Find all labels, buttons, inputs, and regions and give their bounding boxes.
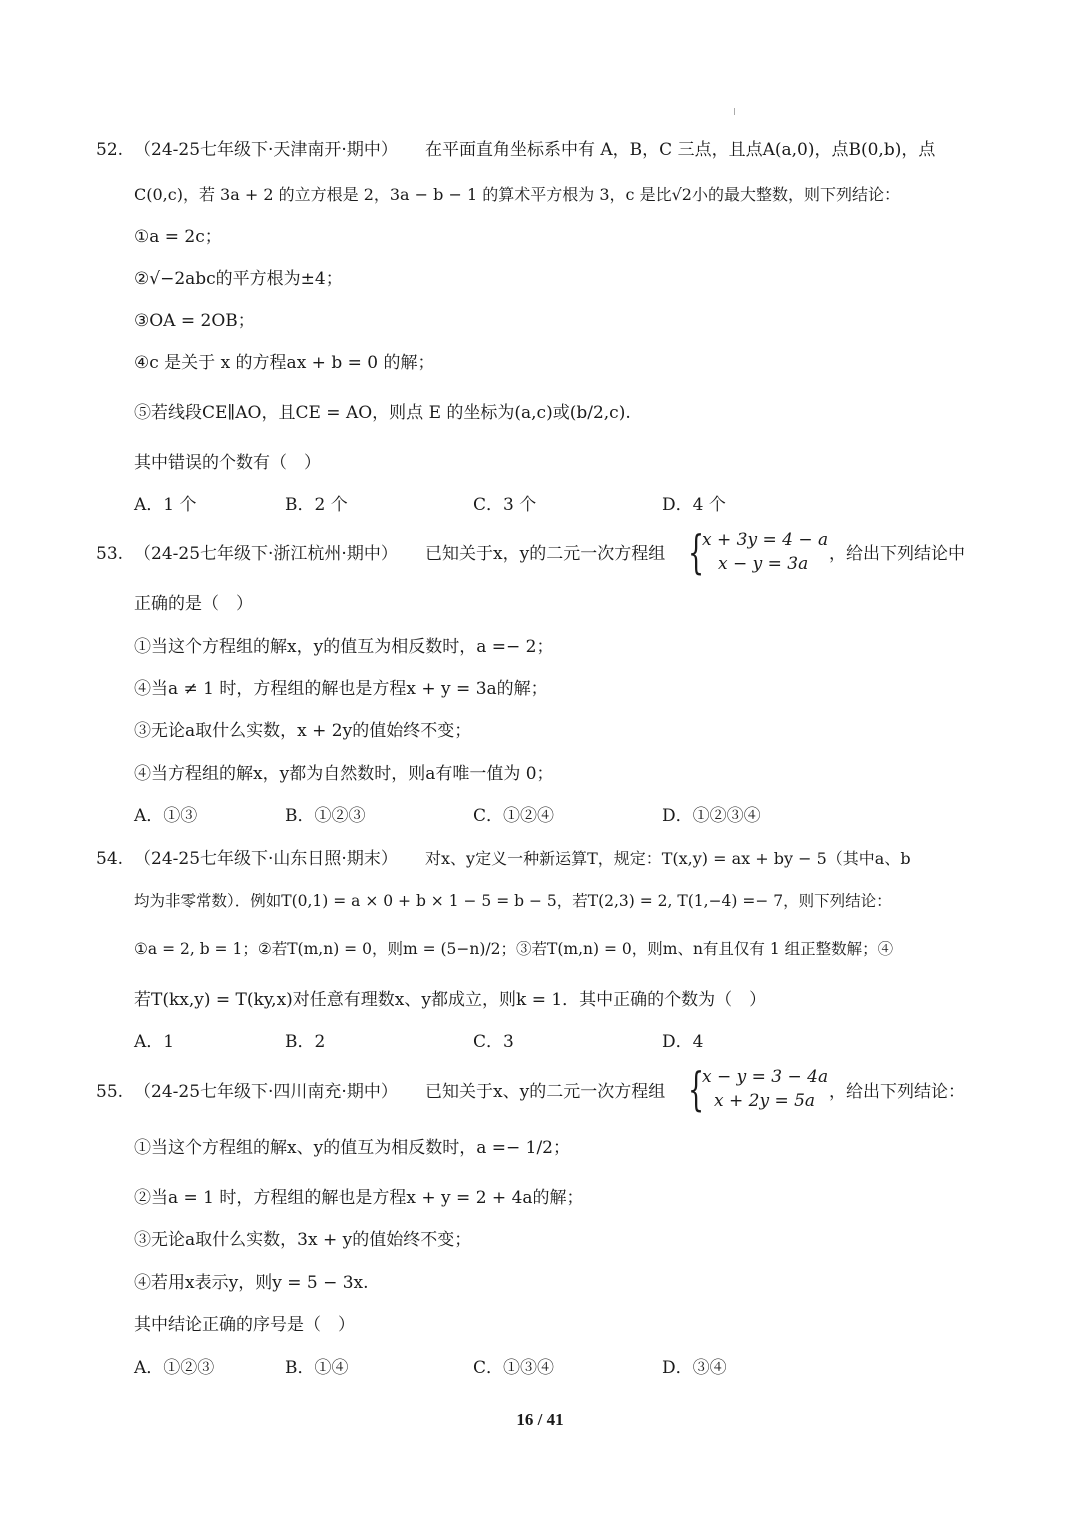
choice-c: C．3 个 <box>473 495 537 515</box>
brace-icon: { <box>688 525 705 579</box>
statement-1: ①当这个方程组的解x、y的值互为相反数时，a =− 1/2； <box>134 1138 570 1158</box>
choice-a: A．①②③ <box>134 1358 215 1378</box>
choice-b: B．①②③ <box>285 806 366 826</box>
statement-3: ③无论a取什么实数，3x + y的值始终不变； <box>134 1230 472 1250</box>
choice-b: B．2 <box>285 1032 326 1052</box>
statement-3: ③无论a取什么实数，x + 2y的值始终不变； <box>134 721 472 741</box>
question-text: 均为非零常数）．例如T(0,1) = a × 0 + b × 1 − 5 = b − 5，若T(2,3) = 2, T(1,−4) =− 7，则下列结论： <box>134 892 892 910</box>
brace-icon: { <box>688 1062 705 1116</box>
statement-1: ①a = 2c； <box>134 227 222 247</box>
question-text: C(0,c)，若 3a + 2 的立方根是 2，3a − b − 1 的算术平方根为 3，c 是比√2小的最大整数，则下列结论： <box>134 185 900 204</box>
question-number: 55. <box>96 1082 124 1102</box>
statement-4: ④若用x表示y，则y = 5 − 3x. <box>134 1273 369 1293</box>
question-number: 54. <box>96 849 124 869</box>
choice-a: A．1 <box>134 1032 175 1052</box>
choice-b: B．①④ <box>285 1358 349 1378</box>
equation-system <box>688 1062 838 1116</box>
question-text: 已知关于x，y的二元一次方程组 <box>425 544 666 564</box>
statement-4: ④c 是关于 x 的方程ax + b = 0 的解； <box>134 353 435 373</box>
equation-2: x − y = 3a <box>718 554 809 574</box>
question-prompt: 若T(kx,y) = T(ky,x)对任意有理数x、y都成立，则k = 1．其中正确的个数为（ ） <box>134 990 767 1010</box>
question-source: （24-25七年级下·天津南开·期中） <box>134 140 398 160</box>
statement-5: ⑤若线段CE∥AO，且CE = AO，则点 E 的坐标为(a,c)或(b/2,c). <box>134 403 631 423</box>
question-text: ，给出下列结论中 <box>829 544 965 564</box>
statement-2: ②√−2abc的平方根为±4； <box>134 269 343 289</box>
choice-d: D．①②③④ <box>662 806 761 826</box>
choice-b: B．2 个 <box>285 495 348 515</box>
choice-d: D．4 <box>662 1032 704 1052</box>
choice-d: D．4 个 <box>662 495 726 515</box>
question-text: 对x、y定义一种新运算T，规定：T(x,y) = ax + by − 5（其中a、b <box>425 849 911 868</box>
question-number: 53. <box>96 544 124 564</box>
question-text: 在平面直角坐标系中有 A，B，C 三点，且点A(a,0)，点B(0,b)，点 <box>425 140 936 160</box>
statement-list: ①a = 2, b = 1；②若T(m,n) = 0，则m = (5−n)/2；③若T(m,n) = 0，则m、n有且仅有 1 组正整数解；④ <box>134 940 894 958</box>
statement-2: ②当a = 1 时，方程组的解也是方程x + y = 2 + 4a的解； <box>134 1188 584 1208</box>
choice-a: A．①③ <box>134 806 198 826</box>
question-source: （24-25七年级下·浙江杭州·期中） <box>134 544 398 564</box>
page-number: 16 / 41 <box>516 1410 564 1429</box>
question-number: 52. <box>96 140 124 160</box>
statement-2: ④当a ≠ 1 时，方程组的解也是方程x + y = 3a的解； <box>134 679 548 699</box>
question-prompt: 其中错误的个数有（ ） <box>134 453 321 473</box>
choice-c: C．3 <box>473 1032 514 1052</box>
choice-a: A．1 个 <box>134 495 197 515</box>
equation-2: x + 2y = 5a <box>714 1091 816 1111</box>
choice-d: D．③④ <box>662 1358 727 1378</box>
statement-3: ③OA = 2OB； <box>134 311 255 331</box>
equation-1: x + 3y = 4 − a <box>702 530 829 550</box>
statement-4: ④当方程组的解x，y都为自然数时，则a有唯一值为 0； <box>134 764 554 784</box>
question-prompt: 其中结论正确的序号是（ ） <box>134 1315 355 1335</box>
choice-c: C．①③④ <box>473 1358 555 1378</box>
question-text: ，给出下列结论： <box>829 1082 965 1102</box>
question-text: 已知关于x、y的二元一次方程组 <box>425 1082 666 1102</box>
choice-c: C．①②④ <box>473 806 555 826</box>
equation-1: x − y = 3 − 4a <box>702 1067 829 1087</box>
question-source: （24-25七年级下·山东日照·期末） <box>134 849 398 869</box>
equation-system <box>688 525 838 579</box>
question-text: 正确的是（ ） <box>134 594 253 614</box>
question-source: （24-25七年级下·四川南充·期中） <box>134 1082 398 1102</box>
scan-mark <box>734 108 735 115</box>
statement-1: ①当这个方程组的解x，y的值互为相反数时，a =− 2； <box>134 637 554 657</box>
